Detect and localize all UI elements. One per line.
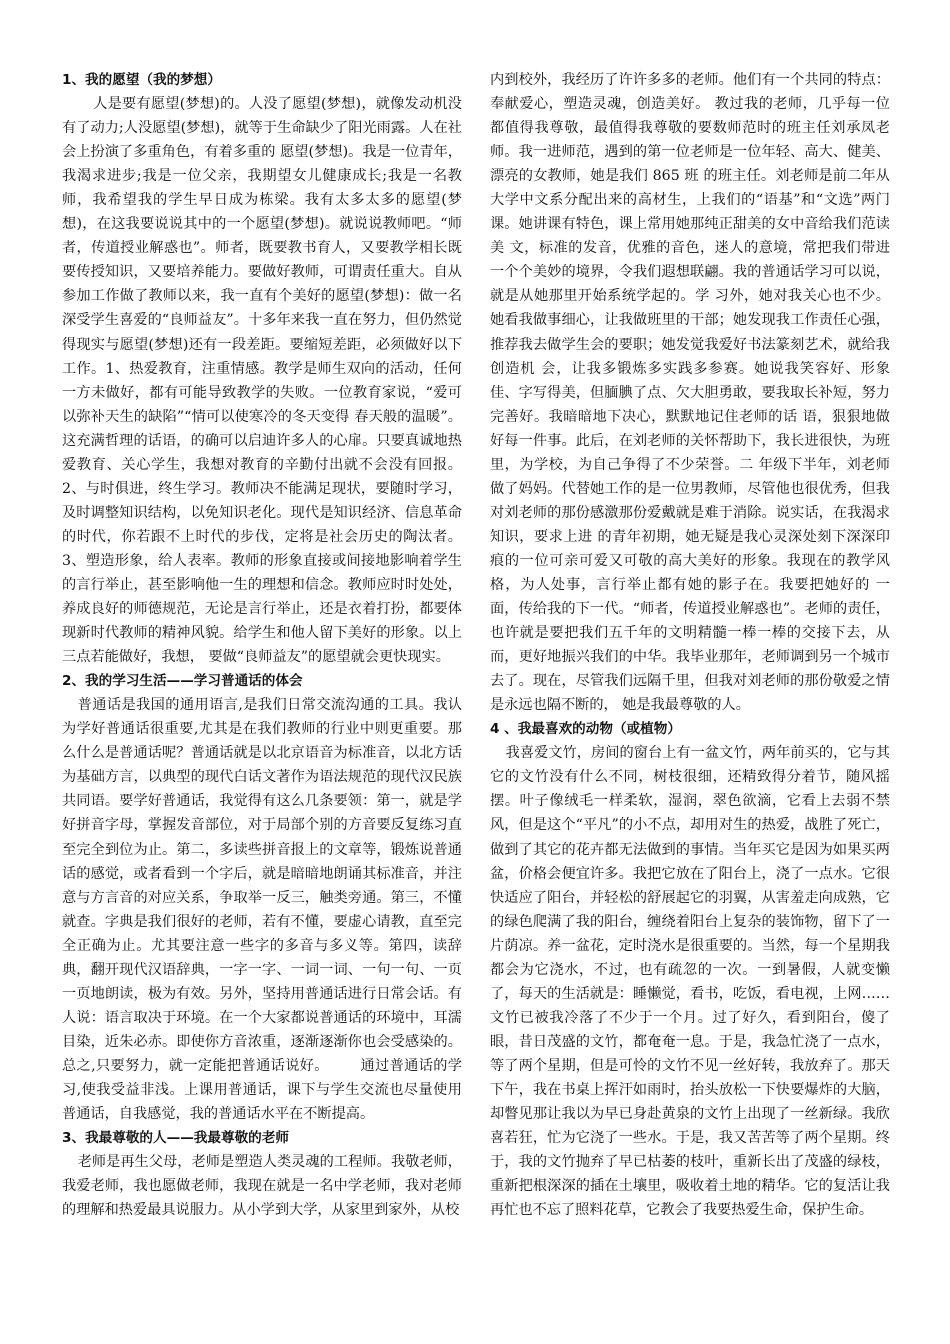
left-column — [62, 68, 462, 1222]
section-1-body: 人是要有愿望(梦想)的。人没了愿望(梦想)，就像发动机没有了动力;人没愿望(梦想)，就等于生命缺少了阳光雨露。人在社会上扮演了多重角色，有着多重的 愿望(梦想)。我是一位青年，我渴求进步;我是一位父亲，我期望女儿健康成长;我是一名教师，我希望我的学生早日成为栋梁。我有太多太多的愿望(梦想)，在这我要说说其中的一个愿望(梦想)。就说说教师吧。“师者，传道授业解惑也”。师者，既要教书育人，又要教学相长既要传授知识，又要培养能力。要做好教师，可谓责任重大。自从参加工作做了教师以来，我一直有个美好的愿望(梦想)：做一名深受学生喜爱的“良师益友”。十多年来我一直在努力，但仍然觉得现实与愿望(梦想)还有一段差距。要缩短差距，必须做好以下工作。1、热爱教育，注重情感。教学是师生双向的活动，任何一方未做好，都有可能导致教学的失败。一位教育家说，“爱可以弥补天生的缺陷”“情可以使寒冷的冬天变得 春天般的温暖”。这充满哲理的话语，的确可以启迪许多人的心扉。只要真诚地热爱教育、关心学生，我想对教育的辛勤付出就不会没有回报。2、与时俱进，终生学习。教师决不能满足现状，要随时学习，及时调整知识结构，以免知识老化。现代是知识经济、信息革命的时代，你若跟不上时代的步伐，定将是社会历史的陶汰者。3、塑造形象，给人表率。教师的形象直接或间接地影响着学生的言行举止，甚至影响他一生的理想和信念。教师应时时处处，养成良好的师德规范，无论是言行举止，还是衣着打扮，都要体现新时代教师的精神风貌。给学生和他人留下美好的形象。以上三点若能做好，我想， 要做“良师益友”的愿望就会更快现实。 — [62, 96, 462, 666]
section-3-body-start: 老师是再生父母，老师是塑造人类灵魂的工程师。我敬老师，我爱老师，我也愿做老师，我现在就是一名中学老师，我对老师的理解和热爱最具说服力。从小学到大学，从家里到家外，从校 — [62, 1154, 462, 1219]
section-4-body: 我喜爱文竹，房间的窗台上有一盆文竹，两年前买的，它与其它的文竹没有什么不同，树枝很细，还精致得分着节，随风摇摆。叶子像绒毛一样柔软，湿润，翠色欲滴，它看上去弱不禁风，但是这个“平凡”的小不点，却用对生的热爱，战胜了死亡，做到了其它的花卉都无法做到的事情。当年买它是因为如果买两盆，价格会便宜许多。我把它放在了阳台上，浇了一点水。它很快适应了阳台，并轻松的舒展起它的羽翼，从害羞走向成熟，它的绿色爬满了我的阳台，缠绕着阳台上复杂的装饰物，留下了一片荫凉。养一盆花，定时浇水是很重要的。当然，每一个星期我都会为它浇水，不过，也有疏忽的一次。一到暑假，人就变懒了，每天的生活就是：睡懒觉，看书，吃饭，看电视，上网……文竹已被我冷落了不少于一个月。过了好久，看到阳台，傻了眼，昔日茂盛的文竹，都奄奄一息。于是，我急忙浇了一点水，等了两个星期，但是可怜的文竹不见一丝好转，我放弃了。那天下午，我在书桌上挥汗如雨时，抬头放松一下快要爆炸的大脑，却瞥见那让我以为早已身赴黄泉的文竹上出现了一丝新绿。我欣喜若狂，忙为它浇了一些水。于是，我又苦苦等了两个星期。终于，我的文竹抛弃了早已枯萎的枝叶，重新长出了茂盛的绿枝，重新把根深深的插在土壤里，吸收着土地的精华。它的复活让我再忙也不忘了照料花草，它教会了我要热爱生命，保护生命。 — [490, 745, 890, 1219]
section-3-body-continued: 内到校外，我经历了许许多多的老师。他们有一个共同的特点：奉献爱心，塑造灵魂，创造美好。 教过我的老师，几乎每一位都值得我尊敬，最值得我尊敬的要数师范时的班主任刘承凤老师。我一进师范，遇到的第一位老师是一位年轻、高大、健美、漂亮的女教师，她是我们 865 班 的班主任。刘老师是前二年从大学中文系分配出来的高材生，上我们的“语基”和“文选”两门课。她讲课有特色，课上常用她那纯正甜美的女中音给我们范读美 文，标准的发音，优雅的音色，迷人的意境，常把我们带进一个个美妙的境界，令我们遐想联翩。我的普通话学习可以说，就是从她那里开始系统学起的。学 习外，她对我关心也不少。她看我做事细心，让我做班里的干部；她发现我工作责任心强，推荐我去做学生会的要职；她发觉我爱好书法篆刻艺术，就给我创造机 会，让我多锻炼多实践多参赛。她说我笑容好、形象佳、字写得美，但腼腆了点、欠大胆勇敢，要我取长补短，努力完善好。我暗暗地下决心，默默地记住老师的话 语，狠狠地做好每一件事。此后，在刘老师的关怀帮助下，我长进很快，为班里，为学校，为自己争得了不少荣誉。二 年级下半年，刘老师做了妈妈。代替她工作的是一位男教师，尽管他也很优秀，但我对刘老师的那份感激那份爱戴就是难于消除。说实话，在我渴求知识，要求上进 的青年初期，她无疑是我心灵深处刻下深深印痕的一位可亲可爱又可敬的高大美好的形象。我现在的教学风格，为人处事，言行举止都有她的影子在。我要把她好的 一面，传给我的下一代。“师者，传道授业解惑也”。老师的责任，也许就是要把我们五千年的文明精髓一棒一棒的交接下去，从而，更好地振兴我们的中华。我毕业那年，老师调到另一个城市去了。现在，尽管我们远隔千里，但我对刘老师的那份敬爱之情是永远也隔不断的， 她是我最尊敬的人。 — [490, 72, 890, 714]
section-2-body-part-a: 普通话是我国的通用语言,是我们日常交流沟通的工具。我认为学好普通话很重要,尤其是在我们教师的行业中则更重要。那么什么是普通话呢？普通话就是以北京语音为标准音，以北方话为基础方言，以典型的现代白话文著作为语法规范的现代汉民族共同语。要学好普通话，我觉得有这么几条要领：第一，就是学好拼音字母，掌握发音部位，对于局部个别的方音要反复练习直至完全到位为止。第二，多读些拼音报上的文章等，锻炼说普通话的感觉，或者看到一个字后，就是暗暗地朗诵其标准音，并注意与方言音的对应关系，争取举一反三，触类旁通。第三，不懂就查。字典是我们很好的老师，若有不懂，要虚心请教，直至完全正确为止。尤其要注意一些字的多音与多义等。第四，读辞典，翻开现代汉语辞典，一字一字、一词一词、一句一句、一页一页地朗读，极为有效。另外，坚持用普通话进行日常会话。有人说：语言取决于环境。在一个大家都说普通话的环境中，耳濡目染，近朱必赤。即使你方音浓重，逐渐逐渐你也会受感染的。总之,只要努力，就一定能把普通话说好。 — [62, 697, 462, 1074]
section-2-body-part-b: 通过普通话的学习,使我受益非浅。上课用普通话，课下与学生交流也尽量使用普通话，自我感觉，我的普通话水平在不断提高。 — [62, 1057, 462, 1123]
section-4-title: 4 、我最喜欢的动物（或植物） — [490, 721, 681, 738]
section-2-body — [62, 693, 462, 1126]
section-3-title: 3、我最尊敬的人——我最尊敬的老师 — [62, 1130, 289, 1147]
section-1-title: 1、我的愿望（我的梦想） — [62, 72, 221, 88]
right-column — [490, 68, 890, 1222]
section-2-title: 2、我的学习生活——学习普通话的体会 — [62, 673, 303, 690]
